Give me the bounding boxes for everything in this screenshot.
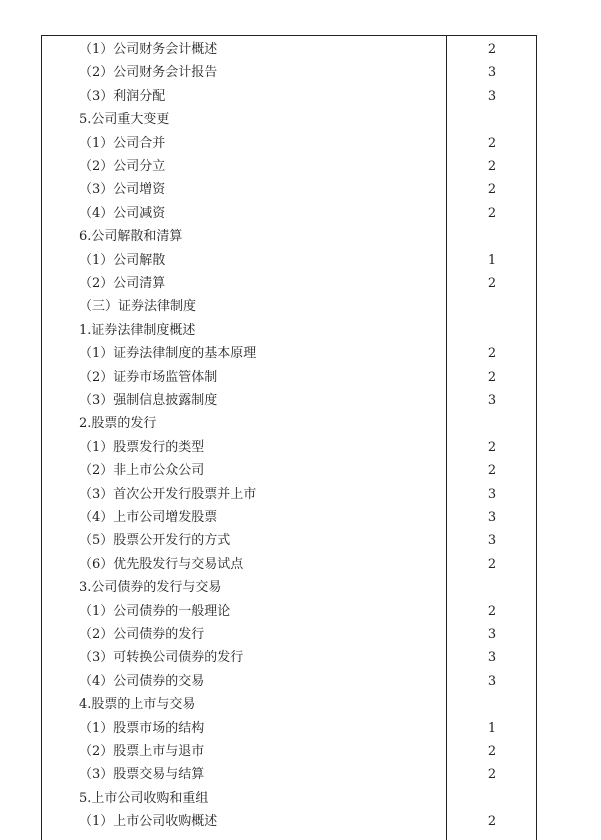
row-value: 2 <box>487 814 497 830</box>
table-row <box>42 295 536 318</box>
row-value: 2 <box>487 439 497 455</box>
row-value: 1 <box>487 720 497 736</box>
row-label: （1）公司债券的一般理论 <box>79 603 231 619</box>
row-value: 2 <box>487 276 497 291</box>
row-value: 3 <box>487 673 497 689</box>
table-row <box>42 319 536 342</box>
table-row <box>42 85 536 108</box>
row-label: （4）公司债券的交易 <box>79 673 205 689</box>
row-label: （3）强制信息披露制度 <box>79 393 218 408</box>
row-label: 2.股票的发行 <box>79 416 157 432</box>
row-value: 2 <box>487 369 497 385</box>
table-row <box>42 342 536 365</box>
row-value: 1 <box>487 252 497 268</box>
row-label: 6.公司解散和清算 <box>79 229 183 245</box>
table-row <box>42 553 536 576</box>
row-label: （3）首次公开发行股票并上市 <box>79 486 257 502</box>
table-row <box>42 506 536 529</box>
row-value: 3 <box>487 627 497 642</box>
row-label: （3）公司增资 <box>79 182 166 198</box>
row-value: 3 <box>487 65 497 81</box>
table-row <box>42 225 536 248</box>
table-row <box>42 202 536 225</box>
row-label: （2）公司债券的发行 <box>79 627 205 642</box>
row-label: （6）优先股发行与交易试点 <box>79 556 244 572</box>
row-label: 4.股票的上市与交易 <box>79 697 196 713</box>
row-label: （1）证券法律制度的基本原理 <box>79 346 257 362</box>
row-label: （3）利润分配 <box>79 88 166 104</box>
row-label: （2）证券市场监管体制 <box>79 369 218 385</box>
row-value: 3 <box>487 88 497 104</box>
syllabus-table <box>41 35 537 840</box>
row-value: 3 <box>487 533 497 549</box>
table-row <box>42 693 536 716</box>
table-row <box>42 717 536 740</box>
row-label: 5.上市公司收购和重组 <box>79 790 209 806</box>
row-value: 2 <box>487 556 497 572</box>
row-value: 2 <box>487 182 497 198</box>
table-row <box>42 600 536 623</box>
row-label: （2）非上市公众公司 <box>79 463 205 479</box>
table-row <box>42 670 536 693</box>
row-value: 2 <box>487 463 497 479</box>
table-row <box>42 272 536 295</box>
row-label: （2）股票上市与退市 <box>79 744 205 759</box>
table-row <box>42 623 536 646</box>
row-label: （1）公司合并 <box>79 135 166 151</box>
table-row <box>42 108 536 131</box>
row-value: 2 <box>487 767 497 783</box>
row-value: 3 <box>487 393 497 408</box>
row-label: 3.公司债券的发行与交易 <box>79 580 222 596</box>
table-row <box>42 155 536 178</box>
table-row <box>42 132 536 155</box>
table-row <box>42 576 536 599</box>
row-value: 2 <box>487 346 497 362</box>
table-row <box>42 61 536 84</box>
row-label: （3）可转换公司债券的发行 <box>79 650 244 666</box>
row-label: （1）上市公司收购概述 <box>79 814 218 830</box>
row-value: 3 <box>487 486 497 502</box>
table-row <box>42 810 536 833</box>
row-label: （1）公司解散 <box>79 252 166 268</box>
row-label: （4）公司减资 <box>79 205 166 221</box>
row-label: 5.公司重大变更 <box>79 112 170 128</box>
table-row <box>42 763 536 786</box>
row-value: 2 <box>487 744 497 759</box>
row-value: 2 <box>487 205 497 221</box>
table-row <box>42 178 536 201</box>
table-row <box>42 787 536 810</box>
row-value: 3 <box>487 650 497 666</box>
row-label: （三）证券法律制度 <box>79 299 197 315</box>
table-row <box>42 38 536 61</box>
table-row <box>42 249 536 272</box>
row-label: （2）公司财务会计报告 <box>79 65 218 81</box>
table-row <box>42 529 536 552</box>
table-row <box>42 483 536 506</box>
table-row <box>42 436 536 459</box>
row-value: 2 <box>487 159 497 174</box>
row-label: （1）股票发行的类型 <box>79 439 205 455</box>
table-row <box>42 366 536 389</box>
row-label: （2）公司清算 <box>79 276 166 291</box>
table-row <box>42 389 536 412</box>
row-label: （5）股票公开发行的方式 <box>79 533 231 549</box>
row-value: 2 <box>487 135 497 151</box>
row-value: 2 <box>487 42 497 57</box>
row-label: 1.证券法律制度概述 <box>79 322 196 338</box>
table-row <box>42 459 536 482</box>
row-value: 2 <box>487 603 497 619</box>
table-row <box>42 646 536 669</box>
row-label: （3）股票交易与结算 <box>79 767 205 783</box>
table-row <box>42 740 536 763</box>
row-label: （4）上市公司增发股票 <box>79 510 218 525</box>
row-value: 3 <box>487 510 497 525</box>
row-label: （1）公司财务会计概述 <box>79 42 218 57</box>
row-label: （2）公司分立 <box>79 159 166 174</box>
row-label: （1）股票市场的结构 <box>79 720 205 736</box>
table-row <box>42 412 536 435</box>
